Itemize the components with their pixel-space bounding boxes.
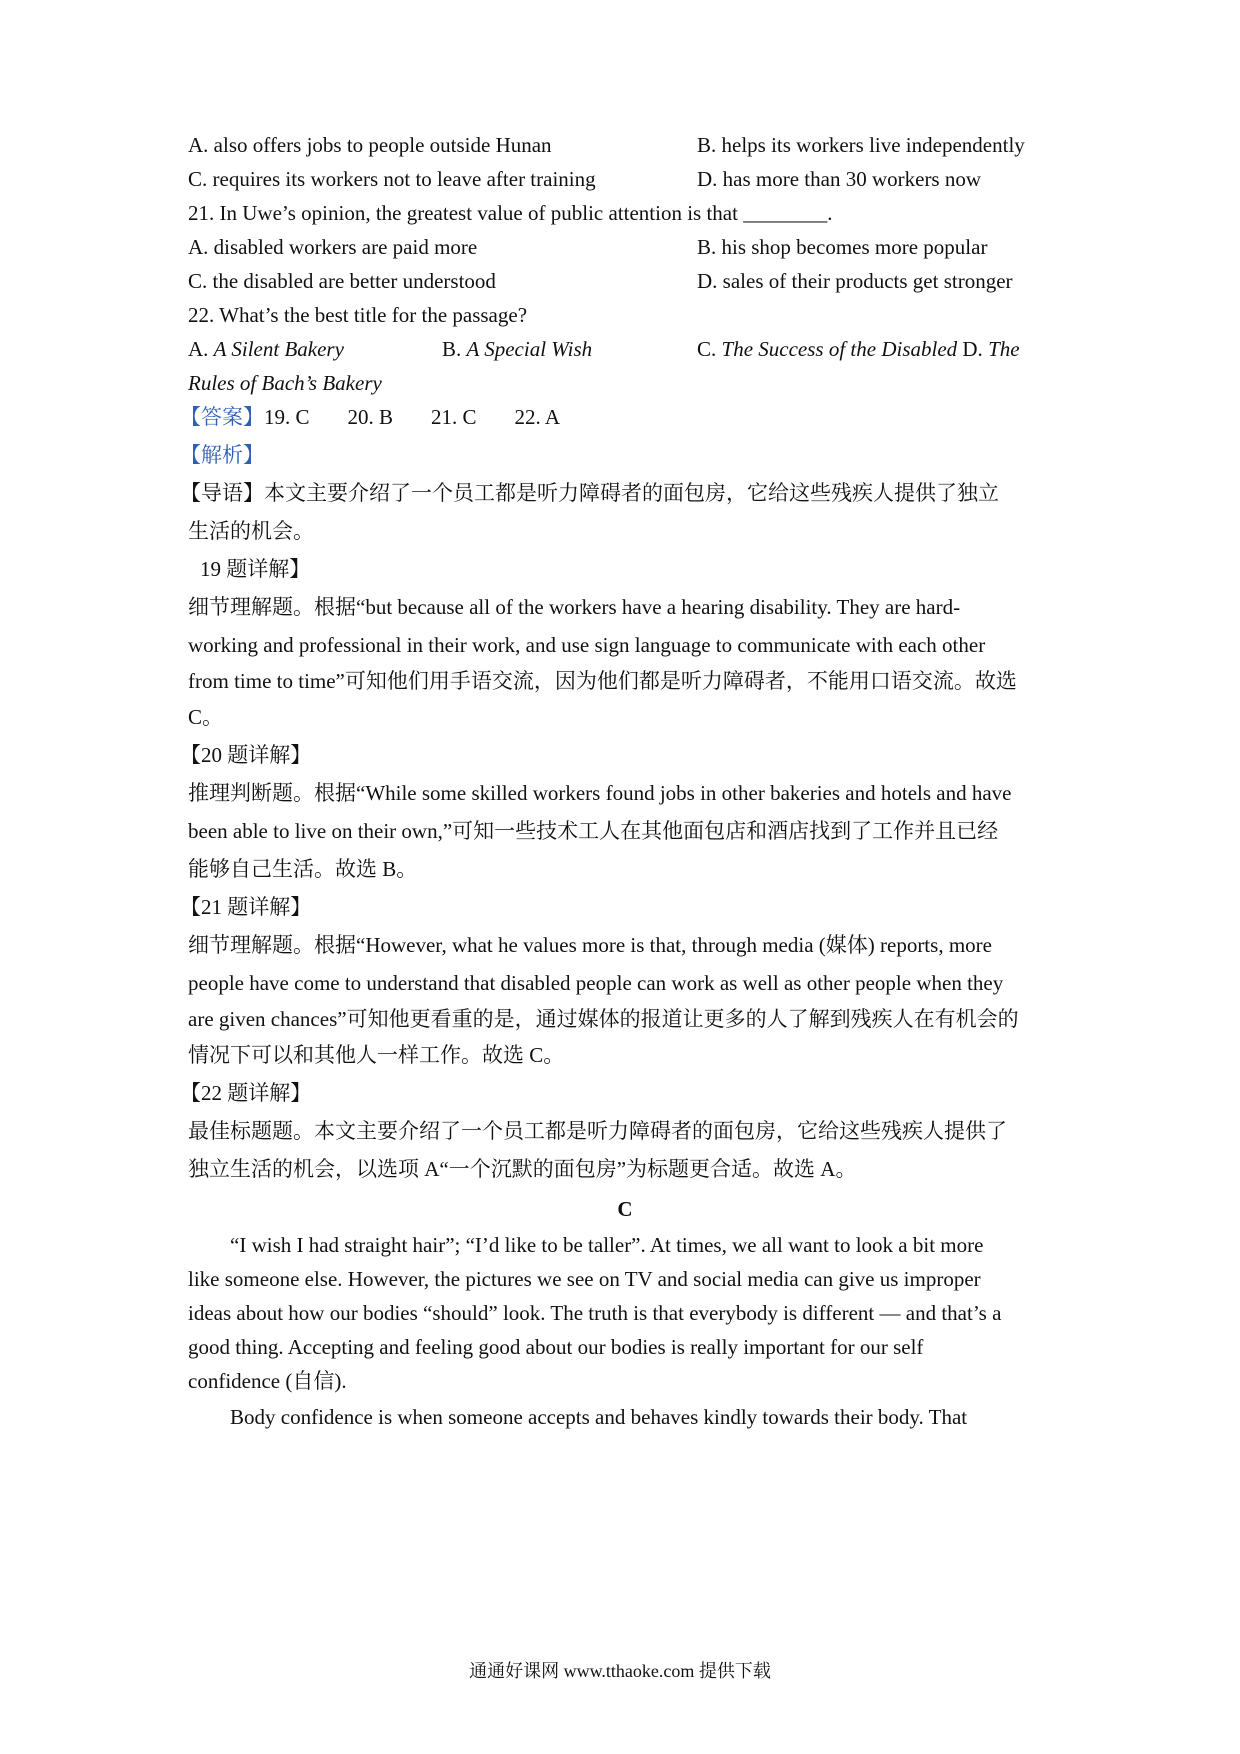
q22-option-d-continued: Rules of Bach’s Bakery <box>188 371 382 395</box>
e20-line-3: 能够自己生活。故选 B。 <box>188 857 418 881</box>
q21-option-a: A. disabled workers are paid more <box>188 235 478 259</box>
q21-option-c: C. the disabled are better understood <box>188 269 496 293</box>
e20-line-1: 推理判断题。根据“While some skilled workers found jobs in other bakeries and hotels and have <box>188 781 1012 805</box>
passage-c-line-4: good thing. Accepting and feeling good about our bodies is really important for our self <box>188 1335 924 1359</box>
footer-source: 通通好课网 www.tthaoke.com 提供下载 <box>469 1661 771 1681</box>
q20-option-c: C. requires its workers not to leave after training <box>188 167 596 191</box>
e20-line-2: been able to live on their own,”可知一些技术工人在其他面包店和酒店找到了工作并且已经 <box>188 819 999 843</box>
q21-stem: 21. In Uwe’s opinion, the greatest value of public attention is that ________. <box>188 201 833 225</box>
guide-line-1: 【导语】本文主要介绍了一个员工都是听力障碍者的面包房，它给这些残疾人提供了独立 <box>180 481 999 505</box>
passage-c-line-6: Body confidence is when someone accepts and behaves kindly towards their body. That <box>230 1405 968 1429</box>
answer-line: 【答案】19. C 20. B 21. C 22. A <box>180 405 561 429</box>
e19-line-3: from time to time”可知他们用手语交流，因为他们都是听力障碍者，不能用口语交流。故选 <box>188 669 1017 693</box>
e19-line-2: working and professional in their work, and use sign language to communicate with each other <box>188 633 986 657</box>
answer-label: 【答案】 <box>180 405 264 429</box>
e21-line-4: 情况下可以和其他人一样工作。故选 C。 <box>188 1043 565 1067</box>
e19-heading: 19 题详解】 <box>200 557 311 581</box>
q22-option-c-d: C. The Success of the Disabled D. The <box>697 337 1020 361</box>
passage-c-line-5: confidence (自信). <box>188 1369 347 1393</box>
e21-line-2: people have come to understand that disabled people can work as well as other people when they <box>188 971 1004 995</box>
q22-stem: 22. What’s the best title for the passage? <box>188 303 528 327</box>
e21-heading: 【21 题详解】 <box>180 895 312 919</box>
passage-c-line-1: “I wish I had straight hair”; “I’d like to be taller”. At times, we all want to look a bit more <box>230 1233 984 1257</box>
e21-line-3: are given chances”可知他更看重的是，通过媒体的报道让更多的人了解到残疾人在有机会的 <box>188 1007 1019 1031</box>
q22-option-a: A. A Silent Bakery <box>188 337 344 361</box>
e19-line-1: 细节理解题。根据“but because all of the workers have a hearing disability. They are hard- <box>188 595 961 619</box>
e22-line-2: 独立生活的机会，以选项 A“一个沉默的面包房”为标题更合适。故选 A。 <box>188 1157 857 1181</box>
analysis-label: 【解析】 <box>180 443 264 467</box>
guide-line-2: 生活的机会。 <box>188 519 314 543</box>
q20-option-a: A. also offers jobs to people outside Hunan <box>188 133 552 157</box>
q20-option-b: B. helps its workers live independently <box>697 133 1025 157</box>
e20-heading: 【20 题详解】 <box>180 743 312 767</box>
e21-line-1: 细节理解题。根据“However, what he values more is that, through media (媒体) reports, more <box>188 933 992 957</box>
q21-option-d: D. sales of their products get stronger <box>697 269 1013 293</box>
e22-line-1: 最佳标题题。本文主要介绍了一个员工都是听力障碍者的面包房，它给这些残疾人提供了 <box>188 1119 1007 1143</box>
passage-c-line-3: ideas about how our bodies “should” look. The truth is that everybody is different — and that’s a <box>188 1301 1002 1325</box>
e19-line-4: C。 <box>188 705 224 729</box>
section-c-heading: C <box>617 1197 633 1221</box>
q21-option-b: B. his shop becomes more popular <box>697 235 988 259</box>
q20-option-d: D. has more than 30 workers now <box>697 167 982 191</box>
q22-option-b: B. A Special Wish <box>442 337 593 361</box>
e22-heading: 【22 题详解】 <box>180 1081 312 1105</box>
passage-c-line-2: like someone else. However, the pictures we see on TV and social media can give us improper <box>188 1267 981 1291</box>
